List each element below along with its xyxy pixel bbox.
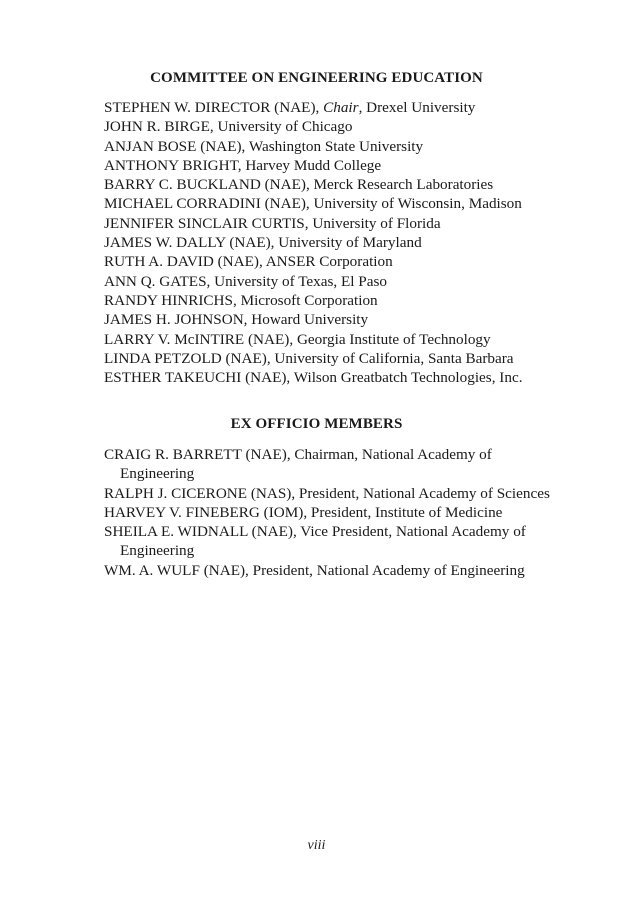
member-name: HARVEY V. FINEBERG (IOM), <box>104 503 311 521</box>
ex-officio-member <box>104 561 554 580</box>
member-name: STEPHEN W. DIRECTOR (NAE), <box>104 99 324 116</box>
member-affiliation: University of California, Santa Barbara <box>274 349 514 367</box>
member-name: ESTHER TAKEUCHI (NAE), <box>104 369 294 387</box>
committee-member <box>104 214 554 233</box>
ex-officio-member <box>104 445 554 484</box>
member-name: WM. A. WULF (NAE), <box>104 561 253 579</box>
committee-member <box>104 291 554 310</box>
member-affiliation: President, National Academy of Sciences <box>298 484 550 502</box>
member-affiliation: University of Florida <box>312 214 441 232</box>
member-affiliation: Wilson Greatbatch Technologies, Inc. <box>293 369 523 387</box>
member-name: LARRY V. McINTIRE (NAE), <box>104 330 297 348</box>
member-name: ANN Q. GATES, <box>104 272 215 290</box>
member-name: RALPH J. CICERONE (NAS), <box>104 484 299 502</box>
member-name: RUTH A. DAVID (NAE), <box>104 253 266 271</box>
committee-member <box>104 330 554 349</box>
member-affiliation: , Drexel University <box>358 99 476 116</box>
ex-officio-member <box>104 484 554 503</box>
member-affiliation: Vice President, National Academy of Engineering <box>120 523 526 560</box>
committee-member <box>104 272 554 291</box>
member-affiliation: ANSER Corporation <box>265 253 393 271</box>
member-name: RANDY HINRICHS, <box>104 291 241 309</box>
member-affiliation: University of Chicago <box>217 118 353 136</box>
member-name: JENNIFER SINCLAIR CURTIS, <box>104 214 313 232</box>
committee-member <box>104 117 554 136</box>
member-name: ANTHONY BRIGHT, <box>104 156 246 174</box>
committee-member-list <box>104 98 554 387</box>
member-affiliation: Georgia Institute of Technology <box>296 330 491 348</box>
member-affiliation: Washington State University <box>248 137 424 155</box>
ex-officio-member <box>104 503 554 522</box>
member-name: LINDA PETZOLD (NAE), <box>104 349 275 367</box>
member-name: ANJAN BOSE (NAE), <box>104 137 249 155</box>
member-name: SHEILA E. WIDNALL (NAE), <box>104 523 301 541</box>
ex-officio-member <box>104 522 554 561</box>
member-affiliation: Merck Research Laboratories <box>313 176 494 194</box>
member-affiliation: Harvey Mudd College <box>245 156 382 174</box>
member-name: BARRY C. BUCKLAND (NAE), <box>104 176 314 194</box>
member-name: MICHAEL CORRADINI (NAE), <box>104 195 314 213</box>
member-role: Chair <box>323 99 359 116</box>
member-affiliation: Microsoft Corporation <box>240 291 378 309</box>
member-affiliation: University of Texas, El Paso <box>214 272 387 290</box>
member-affiliation: Chairman, National Academy of Engineering <box>120 446 492 483</box>
member-affiliation: President, Institute of Medicine <box>310 503 503 521</box>
member-name: JOHN R. BIRGE, <box>104 118 218 136</box>
ex-officio-heading: EX OFFICIO MEMBERS <box>230 416 403 432</box>
committee-member <box>104 233 554 252</box>
committee-member <box>104 137 554 156</box>
member-affiliation: Howard University <box>251 311 369 329</box>
committee-member <box>104 175 554 194</box>
committee-heading: COMMITTEE ON ENGINEERING EDUCATION <box>150 70 483 86</box>
member-name: JAMES W. DALLY (NAE), <box>104 234 279 252</box>
committee-member <box>104 252 554 271</box>
member-name: CRAIG R. BARRETT (NAE), <box>104 446 295 463</box>
committee-member <box>104 98 554 117</box>
committee-member <box>104 310 554 329</box>
page-number: viii <box>307 838 326 853</box>
committee-member <box>104 194 554 213</box>
member-affiliation: President, National Academy of Engineering <box>252 561 525 579</box>
committee-member <box>104 368 554 387</box>
committee-member <box>104 349 554 368</box>
member-affiliation: University of Wisconsin, Madison <box>313 195 522 213</box>
committee-member <box>104 156 554 175</box>
member-name: JAMES H. JOHNSON, <box>104 311 252 329</box>
member-affiliation: University of Maryland <box>278 234 422 252</box>
ex-officio-member-list <box>104 445 554 580</box>
